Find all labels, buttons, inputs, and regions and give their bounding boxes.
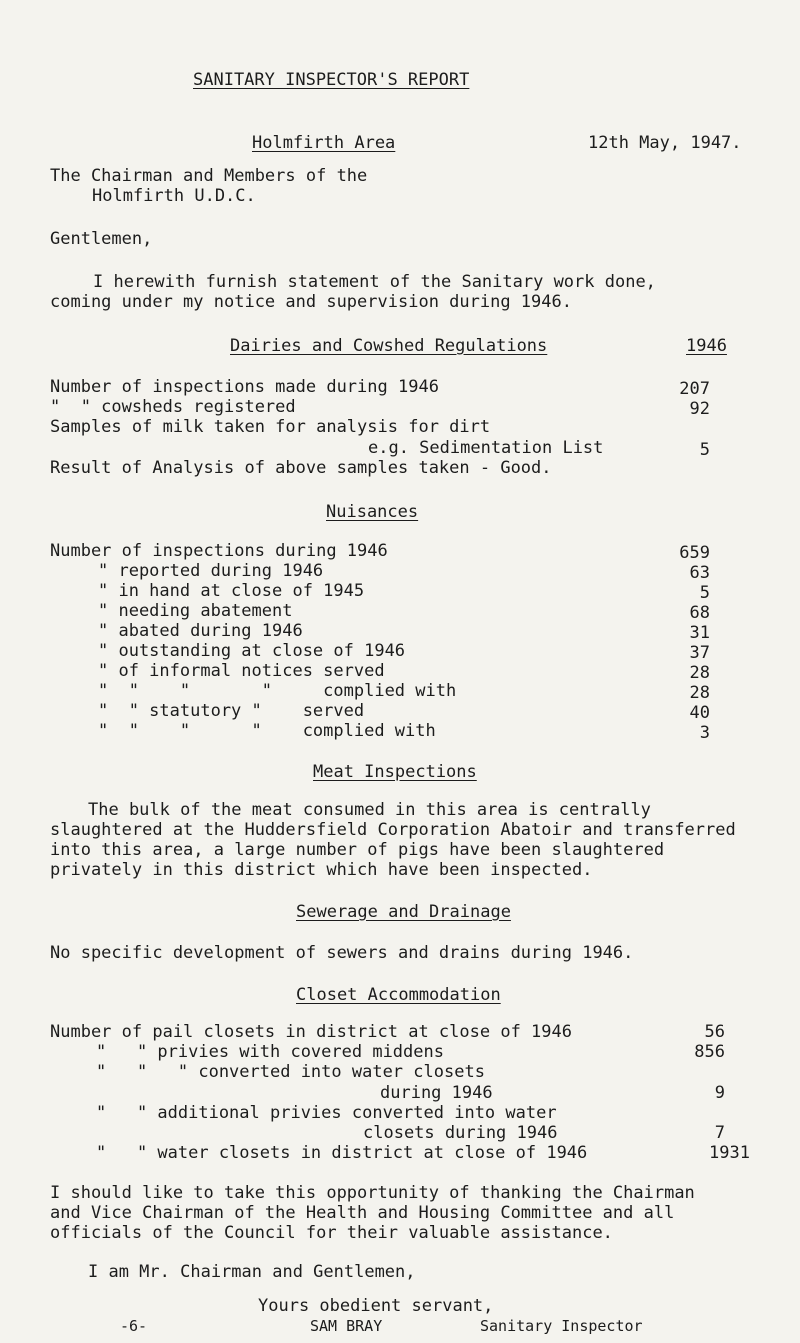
closet-row-label: " " " converted into water closets — [96, 1062, 485, 1082]
closet-row-value: 56 — [704, 1022, 725, 1042]
report-date: 12th May, 1947. — [588, 133, 742, 153]
closet-row-label: closets during 1946 — [363, 1123, 558, 1143]
nuisances-row-value: 5 — [699, 583, 710, 603]
closet-row-label: during 1946 — [380, 1083, 493, 1103]
dairies-row-label: Result of Analysis of above samples taken - Good. — [50, 458, 552, 478]
nuisances-row-label: " of informal notices served — [98, 661, 385, 681]
nuisances-row-value: 63 — [689, 563, 710, 583]
nuisances-row-label: " " statutory " served — [98, 701, 365, 721]
dairies-year-heading: 1946 — [686, 336, 727, 356]
address-line-1: The Chairman and Members of the — [50, 166, 368, 186]
closing-line: and Vice Chairman of the Health and Housing Committee and all — [50, 1203, 675, 1223]
closing-line: officials of the Council for their valuable assistance. — [50, 1223, 613, 1243]
closing-sign-off: I am Mr. Chairman and Gentlemen, — [88, 1262, 416, 1282]
nuisances-heading: Nuisances — [326, 502, 419, 522]
nuisances-row-value: 28 — [689, 683, 710, 703]
dairies-row-value: 5 — [699, 440, 710, 460]
nuisances-row-label: " in hand at close of 1945 — [98, 581, 365, 601]
nuisances-row-label: " " " " complied with — [98, 721, 436, 741]
nuisances-row-value: 40 — [689, 703, 710, 723]
meat-heading: Meat Inspections — [313, 762, 477, 782]
sewerage-text: No specific development of sewers and drains during 1946. — [50, 943, 634, 963]
nuisances-row-label: " outstanding at close of 1946 — [98, 641, 406, 661]
intro-line-1: I herewith furnish statement of the Sanitary work done, — [93, 272, 656, 292]
closet-row-label: " " additional privies converted into water — [96, 1103, 557, 1123]
dairies-row-label: Samples of milk taken for analysis for dirt — [50, 417, 491, 437]
nuisances-row-value: 3 — [699, 723, 710, 743]
dairies-row-label: e.g. Sedimentation List — [368, 438, 604, 458]
closet-row-label: Number of pail closets in district at close of 1946 — [50, 1022, 572, 1042]
page-number: -6- — [120, 1317, 148, 1335]
closet-row-value: 9 — [714, 1083, 725, 1103]
dairies-row-value: 207 — [679, 379, 710, 399]
closet-row-value: 856 — [694, 1042, 725, 1062]
nuisances-row-value: 28 — [689, 663, 710, 683]
meat-line: privately in this district which have been inspected. — [50, 860, 593, 880]
closing-yours: Yours obedient servant, — [258, 1296, 494, 1316]
closet-row-label: " " water closets in district at close of 1946 — [96, 1143, 588, 1163]
nuisances-row-value: 37 — [689, 643, 710, 663]
nuisances-row-label: Number of inspections during 1946 — [50, 541, 388, 561]
nuisances-row-label: " needing abatement — [98, 601, 293, 621]
closet-heading: Closet Accommodation — [296, 985, 501, 1005]
salutation: Gentlemen, — [50, 229, 153, 249]
dairies-heading: Dairies and Cowshed Regulations — [230, 336, 548, 356]
page-title: SANITARY INSPECTOR'S REPORT — [193, 70, 470, 90]
area-label: Holmfirth Area — [252, 133, 396, 153]
dairies-row-label: " " cowsheds registered — [50, 397, 296, 417]
dairies-row-value: 92 — [689, 399, 710, 419]
signature-role: Sanitary Inspector — [480, 1317, 643, 1335]
signature-name: SAM BRAY — [310, 1317, 383, 1335]
nuisances-row-label: " reported during 1946 — [98, 561, 324, 581]
sewerage-heading: Sewerage and Drainage — [296, 902, 511, 922]
meat-line: slaughtered at the Huddersfield Corporation Abatoir and transferred — [50, 820, 736, 840]
closet-row-value: 1931 — [709, 1143, 750, 1163]
closet-row-value: 7 — [714, 1123, 725, 1143]
nuisances-row-label: " " " " complied with — [98, 681, 457, 701]
intro-line-2: coming under my notice and supervision during 1946. — [50, 292, 572, 312]
nuisances-row-value: 659 — [679, 543, 710, 563]
meat-line: The bulk of the meat consumed in this area is centrally — [88, 800, 651, 820]
dairies-row-label: Number of inspections made during 1946 — [50, 377, 439, 397]
closing-line: I should like to take this opportunity of thanking the Chairman — [50, 1183, 695, 1203]
nuisances-row-value: 68 — [689, 603, 710, 623]
meat-line: into this area, a large number of pigs have been slaughtered — [50, 840, 665, 860]
nuisances-row-label: " abated during 1946 — [98, 621, 303, 641]
closet-row-label: " " privies with covered middens — [96, 1042, 444, 1062]
address-line-2: Holmfirth U.D.C. — [92, 186, 256, 206]
nuisances-row-value: 31 — [689, 623, 710, 643]
